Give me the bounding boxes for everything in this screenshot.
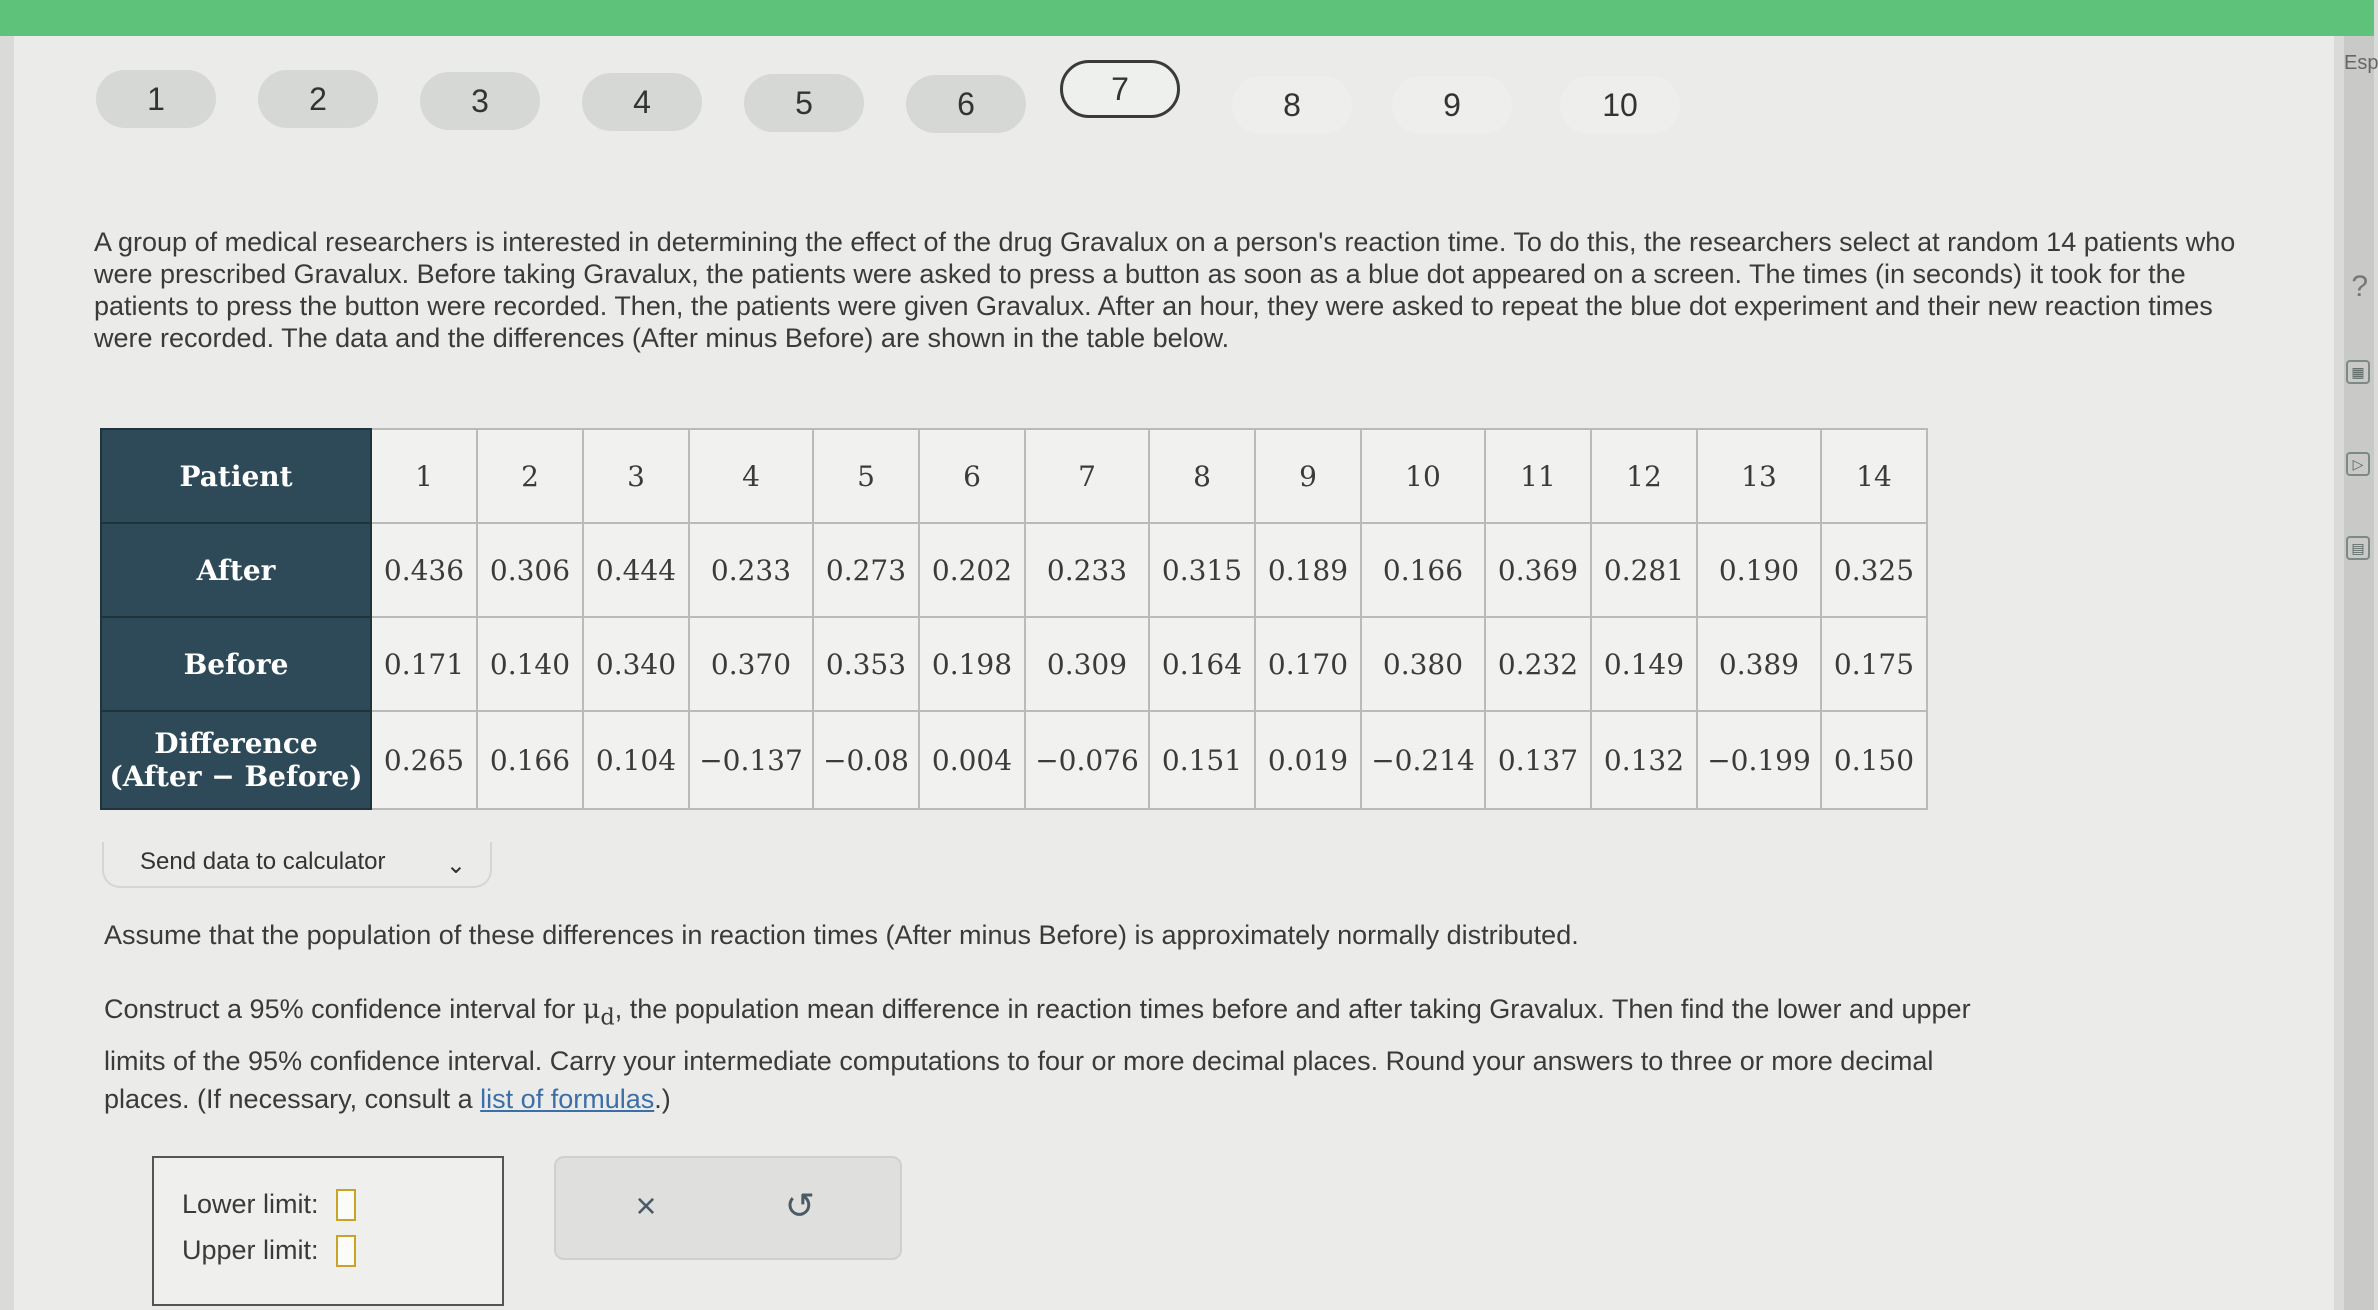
table-cell: 14 bbox=[1821, 429, 1927, 523]
instruction-line3-suffix: .) bbox=[654, 1084, 671, 1115]
table-cell: 0.166 bbox=[477, 711, 583, 809]
table-cell: 6 bbox=[919, 429, 1025, 523]
language-toggle[interactable]: Esp bbox=[2344, 52, 2378, 74]
clear-button[interactable]: × bbox=[635, 1185, 657, 1226]
assumption-text: Assume that the population of these differences in reaction times (After minus Before) is approximately normally distributed. bbox=[104, 920, 1579, 950]
table-cell: 0.370 bbox=[689, 617, 813, 711]
table-cell: 7 bbox=[1025, 429, 1149, 523]
table-cell: 0.233 bbox=[689, 523, 813, 617]
instruction-line2: limits of the 95% confidence interval. Carry your intermediate computations to four or more decimal places. Round your answers to three or more decimal bbox=[104, 1046, 1934, 1077]
table-row-before bbox=[101, 617, 1927, 711]
step-1-button[interactable]: 1 bbox=[96, 70, 216, 128]
table-cell: 0.232 bbox=[1485, 617, 1591, 711]
lower-limit-label: Lower limit: bbox=[182, 1189, 319, 1220]
table-cell: 0.340 bbox=[583, 617, 689, 711]
table-cell: 1 bbox=[371, 429, 477, 523]
table-cell: 0.137 bbox=[1485, 711, 1591, 809]
upper-limit-label: Upper limit: bbox=[182, 1235, 319, 1266]
step-2-button[interactable]: 2 bbox=[258, 70, 378, 128]
send-data-label: Send data to calculator bbox=[140, 848, 386, 875]
table-cell: 0.175 bbox=[1821, 617, 1927, 711]
answer-actions bbox=[554, 1156, 902, 1260]
table-cell: 0.164 bbox=[1149, 617, 1255, 711]
table-cell: 9 bbox=[1255, 429, 1361, 523]
table-cell: 3 bbox=[583, 429, 689, 523]
table-row-patient bbox=[101, 429, 1927, 523]
table-cell: 0.190 bbox=[1697, 523, 1821, 617]
table-cell: 0.325 bbox=[1821, 523, 1927, 617]
table-cell: 0.170 bbox=[1255, 617, 1361, 711]
table-cell: −0.076 bbox=[1025, 711, 1149, 809]
table-cell: 0.444 bbox=[583, 523, 689, 617]
step-6-button[interactable]: 6 bbox=[906, 75, 1026, 133]
table-cell: 0.140 bbox=[477, 617, 583, 711]
send-data-to-calculator-button[interactable] bbox=[102, 842, 492, 888]
table-cell: 11 bbox=[1485, 429, 1591, 523]
undo-button[interactable]: ↺ bbox=[784, 1185, 816, 1226]
table-cell: 0.202 bbox=[919, 523, 1025, 617]
table-cell: 0.151 bbox=[1149, 711, 1255, 809]
upper-limit-row bbox=[182, 1234, 356, 1267]
mu-subscript: d bbox=[600, 1004, 615, 1031]
step-9-button[interactable]: 9 bbox=[1392, 76, 1512, 134]
right-rail bbox=[2344, 36, 2378, 1310]
instruction-prefix: Construct a 95% confidence interval for bbox=[104, 994, 583, 1024]
table-cell: 0.281 bbox=[1591, 523, 1697, 617]
video-icon[interactable]: ▷ bbox=[2346, 452, 2370, 476]
lower-limit-input[interactable] bbox=[336, 1189, 356, 1221]
table-cell: 0.369 bbox=[1485, 523, 1591, 617]
table-cell: −0.214 bbox=[1361, 711, 1485, 809]
row-header-difference bbox=[101, 711, 371, 809]
step-10-button[interactable]: 10 bbox=[1560, 76, 1680, 134]
table-cell: −0.137 bbox=[689, 711, 813, 809]
table-cell: −0.199 bbox=[1697, 711, 1821, 809]
lower-limit-row bbox=[182, 1188, 356, 1221]
table-cell: 0.315 bbox=[1149, 523, 1255, 617]
row-header-before: Before bbox=[101, 617, 371, 711]
list-of-formulas-link[interactable]: list of formulas bbox=[480, 1084, 655, 1115]
question-paragraph: A group of medical researchers is interested in determining the effect of the drug Gravalux on a person's reaction time. To do this, the researchers select at random 14 patients who were prescribed Gravalux. Before taking Gravalux, the patients were asked to press a button as soon as a blue dot appeared on a screen. The times (in seconds) it took for the patients to press the button were recorded. Then, the patients were given Gravalux. After an hour, they were asked to repeat the blue dot experiment and their new reaction times were recorded. The data and the differences (After minus Before) are shown in the table below. bbox=[94, 227, 2236, 353]
table-cell: 8 bbox=[1149, 429, 1255, 523]
table-cell: 0.149 bbox=[1591, 617, 1697, 711]
table-row-after bbox=[101, 523, 1927, 617]
table-cell: 0.150 bbox=[1821, 711, 1927, 809]
step-5-button[interactable]: 5 bbox=[744, 74, 864, 132]
table-cell: 4 bbox=[689, 429, 813, 523]
instruction-suffix: , the population mean difference in reaction times before and after taking Gravalux. Then find the lower and upper bbox=[614, 994, 1971, 1024]
table-cell: 0.019 bbox=[1255, 711, 1361, 809]
step-8-button[interactable]: 8 bbox=[1232, 76, 1352, 134]
textbook-icon[interactable]: ▤ bbox=[2346, 536, 2370, 560]
mu-symbol: μ bbox=[582, 994, 601, 1025]
data-table bbox=[100, 428, 1928, 810]
table-cell: 0.233 bbox=[1025, 523, 1149, 617]
table-cell: 0.273 bbox=[813, 523, 919, 617]
table-cell: 0.380 bbox=[1361, 617, 1485, 711]
table-cell: 0.198 bbox=[919, 617, 1025, 711]
calculator-icon[interactable]: ▦ bbox=[2346, 360, 2370, 384]
table-row-difference bbox=[101, 711, 1927, 809]
row-header-after: After bbox=[101, 523, 371, 617]
top-progress-bar bbox=[0, 0, 2374, 36]
step-3-button[interactable]: 3 bbox=[420, 72, 540, 130]
upper-limit-input[interactable] bbox=[336, 1235, 356, 1267]
row-header-patient: Patient bbox=[101, 429, 371, 523]
table-cell: 0.189 bbox=[1255, 523, 1361, 617]
instruction-text bbox=[104, 984, 2264, 1118]
table-cell: 0.166 bbox=[1361, 523, 1485, 617]
step-4-button[interactable]: 4 bbox=[582, 73, 702, 131]
table-cell: 5 bbox=[813, 429, 919, 523]
table-cell: 10 bbox=[1361, 429, 1485, 523]
table-cell: 0.306 bbox=[477, 523, 583, 617]
table-cell: 0.004 bbox=[919, 711, 1025, 809]
difference-label-line1: Difference bbox=[154, 727, 318, 760]
table-cell: 2 bbox=[477, 429, 583, 523]
table-cell: 0.309 bbox=[1025, 617, 1149, 711]
table-cell: 0.389 bbox=[1697, 617, 1821, 711]
table-cell: 12 bbox=[1591, 429, 1697, 523]
difference-label-line2: (After − Before) bbox=[109, 760, 363, 793]
question-panel bbox=[14, 36, 2334, 1310]
help-icon[interactable]: ? bbox=[2351, 270, 2368, 303]
table-cell: 0.436 bbox=[371, 523, 477, 617]
table-cell: 0.132 bbox=[1591, 711, 1697, 809]
table-cell: 0.171 bbox=[371, 617, 477, 711]
table-cell: 13 bbox=[1697, 429, 1821, 523]
instruction-line3-prefix: places. (If necessary, consult a bbox=[104, 1084, 481, 1115]
table-cell: 0.265 bbox=[371, 711, 477, 809]
chevron-down-icon: ⌄ bbox=[445, 852, 466, 879]
step-7-button-active[interactable]: 7 bbox=[1060, 60, 1180, 118]
table-cell: 0.104 bbox=[583, 711, 689, 809]
table-cell: −0.08 bbox=[813, 711, 919, 809]
table-cell: 0.353 bbox=[813, 617, 919, 711]
answer-box bbox=[152, 1156, 504, 1306]
